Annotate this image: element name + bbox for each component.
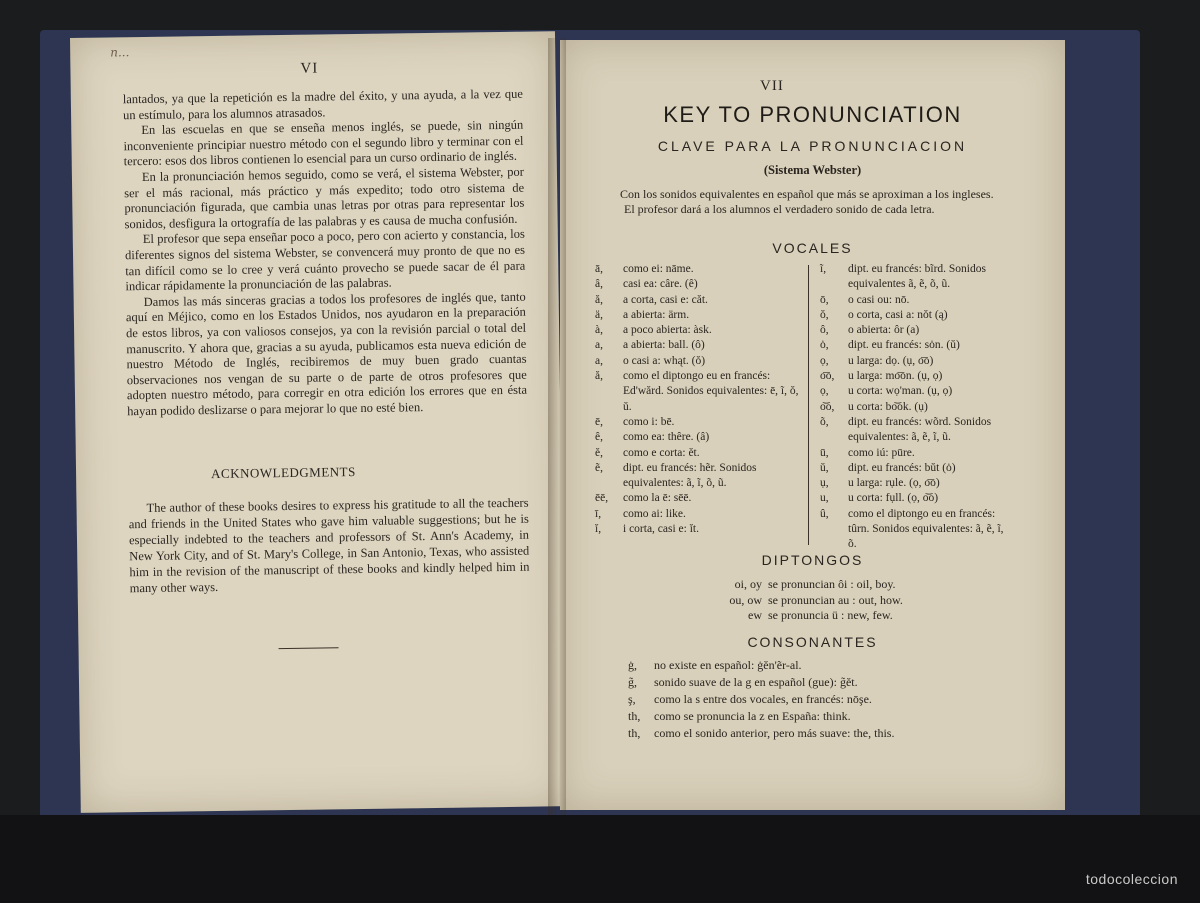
symbol: ĕ, [595, 446, 603, 459]
acknowledgments-heading: ACKNOWLEDGMENTS [210, 464, 356, 482]
vowel-entry [820, 384, 1010, 399]
vowel-entry [820, 507, 1010, 553]
preface-paragraph: En las escuelas en que se enseña menos inglés, se puede, sin ningún inconveniente principiar nuestro método con el segundo libro y terminar con el tercero: esos dos libros contienen lo esencial para un curso ordinario de inglés. [123, 117, 524, 169]
vowel-entry [820, 446, 1010, 461]
vowel-entry [595, 522, 805, 537]
symbol: ī, [595, 507, 602, 520]
symbol: th, [628, 726, 641, 740]
symbol: th, [628, 709, 641, 723]
description: a abierta: ball. (ô) [623, 339, 705, 352]
description: se pronuncian au : out, how. [768, 592, 903, 607]
description: no existe en español: ġĕn'ẽr-al. [654, 658, 802, 672]
symbol: ū, [820, 446, 829, 459]
description: como ea: thêre. (â) [623, 431, 710, 444]
background-shadow [0, 815, 1200, 903]
consonantes-heading: CONSONANTES [747, 634, 878, 650]
vowel-entry [820, 491, 1010, 506]
symbol: ụ, [820, 477, 829, 490]
symbol: ọ, [820, 385, 829, 398]
description: u corta: fụll. (ọ, o͝o) [848, 492, 939, 505]
symbol: û, [820, 507, 829, 520]
symbol: ā, [595, 263, 603, 275]
consonant-entry [628, 725, 1048, 742]
consonantes-list [628, 657, 1048, 742]
description: dipt. eu francés: bŭt (ȯ) [848, 461, 956, 474]
diptongos-list [710, 577, 903, 624]
vowel-entry [595, 446, 805, 461]
consonant-entry [628, 691, 1048, 708]
description: como ei: nāme. [623, 263, 694, 275]
page-subtitle: CLAVE PARA LA PRONUNCIACION [657, 138, 968, 154]
symbol: ō, [820, 293, 829, 306]
symbol: oi, oy [734, 577, 762, 591]
description: u corta: wọ'man. (ụ, ọ) [848, 385, 953, 398]
vowel-entry [595, 369, 805, 415]
consonant-entry [628, 674, 1048, 691]
description: casi ea: câre. (ê) [623, 278, 698, 291]
description: como e corta: ĕt. [623, 446, 700, 459]
description: como la s entre dos vocales, en francés: nōşe. [654, 692, 872, 706]
vowel-entry [595, 262, 805, 277]
symbol: ê, [595, 431, 603, 444]
intro-text [620, 187, 1020, 217]
vocales-left-column [595, 262, 805, 537]
description: u larga: rụle. (ọ, o͞o) [848, 477, 940, 490]
vowel-entry [595, 430, 805, 445]
preface-paragraph: Damos las más sinceras gracias a todos los profesores de inglés que, tanto aquí en Méjico, como en los Estados Unidos, nos ayudaron en la preparación de estos libros, ya con valiosos consejos, ya con la revisión parcial o total del manuscrito. Y ahora que, gracias a su ayuda, publicamos esta nueva edición de nuestro Método de Inglés, recibiremos de muy buen grado cuantas observaciones nos vengan de su parte o de parte de otros profesores que adopten nuestro método, para corregir en otra edición los errores que en ésta hayan podido deslizarse o para mejorar lo que no esté bien. [125, 289, 528, 419]
description: u larga: mo͞on. (ụ, ọ) [848, 370, 943, 383]
description: u corta: bo͝ok. (ụ) [848, 400, 928, 413]
vowel-entry [595, 507, 805, 522]
margin-note: n... [110, 45, 130, 60]
description: como el diptongo eu en francés: Ed'wărd. Sonidos equivalentes: ē, ĩ, ŏ, ŭ. [623, 370, 799, 413]
description: o abierta: ôr (a) [848, 324, 920, 337]
page-title: KEY TO PRONUNCIATION [663, 102, 962, 127]
description: sonido suave de la g en español (gue): g̃ĕt. [654, 675, 858, 689]
vowel-entry [595, 293, 805, 308]
watermark: todocoleccion [1085, 871, 1178, 887]
description: dipt. eu francés: hẽr. Sonidos equivalentes: ã, ĩ, õ, ũ. [623, 461, 757, 490]
symbol: ew [748, 608, 762, 622]
vowel-entry [595, 461, 805, 492]
consonant-entry [628, 657, 1048, 674]
intro-line: El profesor dará a los alumnos el verdadero sonido de cada letra. [624, 202, 935, 216]
symbol: ĩ, [820, 263, 827, 275]
vocales-right-column [820, 262, 1010, 553]
diphthong-entry [710, 593, 903, 609]
description: como se pronuncia la z en España: think. [654, 709, 851, 723]
symbol: g̃, [628, 675, 637, 689]
vowel-entry [820, 476, 1010, 491]
symbol: ȯ, [820, 339, 829, 352]
symbol: ēē, [595, 492, 609, 505]
symbol: ou, ow [729, 592, 762, 607]
symbol: ē, [595, 415, 603, 428]
book-spine [548, 38, 566, 818]
end-rule [279, 647, 339, 649]
column-divider [808, 265, 809, 545]
symbol: ŭ, [820, 461, 829, 474]
description: a poco abierta: àsk. [623, 324, 712, 337]
description: o corta, casi a: nŏt (ą) [848, 308, 948, 321]
vowel-entry [820, 323, 1010, 338]
description: u larga: dọ. (ụ, o͞o) [848, 354, 934, 367]
description: a corta, casi e: căt. [623, 293, 708, 306]
symbol: o͝o, [820, 400, 835, 413]
vocales-heading: VOCALES [772, 240, 853, 256]
left-page [70, 31, 566, 813]
vowel-entry [595, 323, 805, 338]
symbol: o͞o, [820, 370, 835, 383]
description: dipt. eu francés: sȯn. (ŭ) [848, 339, 960, 352]
symbol: ĭ, [595, 523, 602, 536]
vowel-entry [820, 293, 1010, 308]
consonant-entry [628, 708, 1048, 725]
symbol: ş, [628, 692, 636, 706]
description: o casi a: whąt. (ŏ) [623, 354, 706, 367]
diptongos-heading: DIPTONGOS [761, 552, 864, 568]
system-label: (Sistema Webster) [763, 163, 862, 177]
page-number-right: VII [760, 78, 784, 94]
symbol: â, [595, 278, 603, 291]
description: se pronuncian ôi : oil, boy. [768, 577, 896, 591]
description: i corta, casi e: ĭt. [623, 523, 699, 536]
description: como ai: like. [623, 507, 686, 520]
vowel-entry [595, 354, 805, 369]
description: como iú: pūre. [848, 446, 915, 459]
vowel-entry [820, 354, 1010, 369]
right-page [560, 40, 1065, 810]
acknowledgments-text [128, 495, 529, 597]
description: como el sonido anterior, pero más suave: the, this. [654, 726, 895, 740]
symbol: ŏ, [820, 308, 829, 321]
page-number-left: VI [300, 60, 319, 77]
description: se pronuncia ü : new, few. [768, 608, 893, 622]
symbol: à, [595, 324, 603, 337]
diphthong-entry [710, 608, 903, 624]
symbol: ô, [820, 324, 829, 337]
description: como la ē: sēē. [623, 492, 692, 505]
symbol: a, [595, 339, 603, 352]
vowel-entry [595, 308, 805, 323]
symbol: ă, [595, 293, 603, 306]
vowel-entry [820, 461, 1010, 476]
vowel-entry [820, 308, 1010, 323]
description: a abierta: ärm. [623, 308, 690, 321]
vowel-entry [595, 415, 805, 430]
acknowledgments-paragraph: The author of these books desires to express his gratitude to all the teachers and friends in the United States who gave him valuable suggestions; but he is especially indebted to the teachers and professors of St. Ann's Academy, in New York City, and of St. Mary's College, in San Antonio, Texas, who assisted him in the revision of the manuscript of these books and kindly helped him in many other ways. [128, 495, 530, 596]
symbol: ă, [595, 370, 603, 383]
symbol: õ, [820, 415, 829, 428]
vowel-entry [820, 369, 1010, 384]
symbol: ọ, [820, 354, 829, 367]
vowel-entry [820, 400, 1010, 415]
description: dipt. eu francés: wõrd. Sonidos equivalentes: ã, ẽ, ĩ, ũ. [848, 415, 992, 444]
diphthong-entry [710, 577, 903, 593]
description: o casi ou: nō. [848, 293, 910, 306]
vowel-entry [595, 338, 805, 353]
preface-paragraph: El profesor que sepa enseñar poco a poco, pero con acierto y constancia, los diferentes signos del sistema Webster, se convencerá muy pronto de que no es tan difícil como se lo cree y verá cuánto provecho se puede sacar de él para indicar rápidamente la pronunciación de las palabras. [124, 227, 526, 294]
symbol: ä, [595, 308, 603, 321]
intro-line: Con los sonidos equivalentes en español que más se aproximan a los ingleses. [620, 187, 994, 201]
symbol: u, [820, 492, 829, 505]
description: como i: bē. [623, 415, 675, 428]
preface-text [123, 87, 528, 420]
vowel-entry [820, 415, 1010, 446]
preface-paragraph: En la pronunciación hemos seguido, como se verá, el sistema Webster, por ser el más racional, más práctico y más expedito; todo otro sistema de pronunciación figurada, que cambia unas letras por otras para representar los sonidos, desfigura la ortografía de las palabras y es causa de mucha confusión. [124, 164, 525, 232]
symbol: a, [595, 354, 603, 367]
vowel-entry [820, 262, 1010, 293]
description: dipt. eu francés: bĩrd. Sonidos equivalentes ã, ẽ, õ, ũ. [848, 263, 986, 291]
vowel-entry [595, 277, 805, 292]
symbol: ġ, [628, 658, 637, 672]
vowel-entry [595, 491, 805, 506]
symbol: ẽ, [595, 461, 603, 474]
description: como el diptongo eu en francés: tûrn. Sonidos equivalentes: ã, ẽ, ĩ, õ. [848, 507, 1004, 551]
preface-paragraph: lantados, ya que la repetición es la madre del éxito, y una ayuda, a la vez que un estímulo, para los alumnos atrasados. [122, 86, 523, 122]
vowel-entry [820, 338, 1010, 353]
